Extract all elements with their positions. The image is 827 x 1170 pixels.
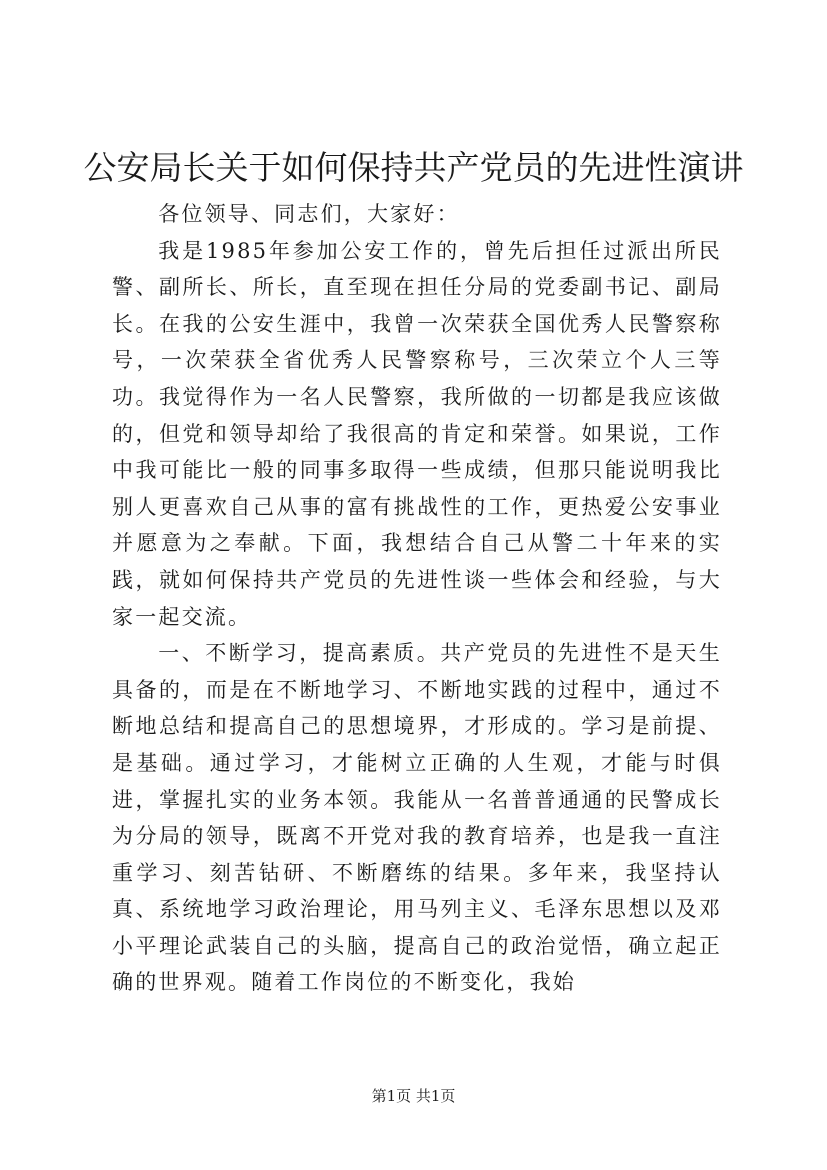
page-number-footer: 第1页 共1页	[371, 1087, 456, 1105]
paragraph-section-one: 一、不断学习，提高素质。共产党员的先进性不是天生具备的，而是在不断地学习、不断地实践的过程中，通过不断地总结和提高自己的思想境界，才形成的。学习是前提、是基础。通过学习，才能树立正确的人生观，才能与时俱进，掌握扎实的业务本领。我能从一名普普通通的民警成长为分局的领导，既离不开党对我的教育培养，也是我一直注重学习、刻苦钻研、不断磨练的结果。多年来，我坚持认真、系统地学习政治理论，用马列主义、毛泽东思想以及邓小平理论武装自己的头脑，提高自己的政治觉悟，确立起正确的世界观。随着工作岗位的不断变化，我始	[112, 641, 722, 995]
document-body	[112, 196, 722, 1001]
paragraph-introduction: 我是1985年参加公安工作的，曾先后担任过派出所民警、副所长、所长，直至现在担任分局的党委副书记、副局长。在我的公安生涯中，我曾一次荣获全国优秀人民警察称号，一次荣获全省优秀人民警察称号，三次荣立个人三等功。我觉得作为一名人民警察，我所做的一切都是我应该做的，但党和领导却给了我很高的肯定和荣誉。如果说，工作中我可能比一般的同事多取得一些成绩，但那只能说明我比别人更喜欢自己从事的富有挑战性的工作，更热爱公安事业并愿意为之奉献。下面，我想结合自己从警二十年来的实践，就如何保持共产党员的先进性谈一些体会和经验，与大家一起交流。	[112, 238, 722, 629]
paragraph-greeting: 各位领导、同志们，大家好：	[158, 202, 460, 226]
document-title: 公安局长关于如何保持共产党员的先进性演讲	[83, 148, 744, 187]
